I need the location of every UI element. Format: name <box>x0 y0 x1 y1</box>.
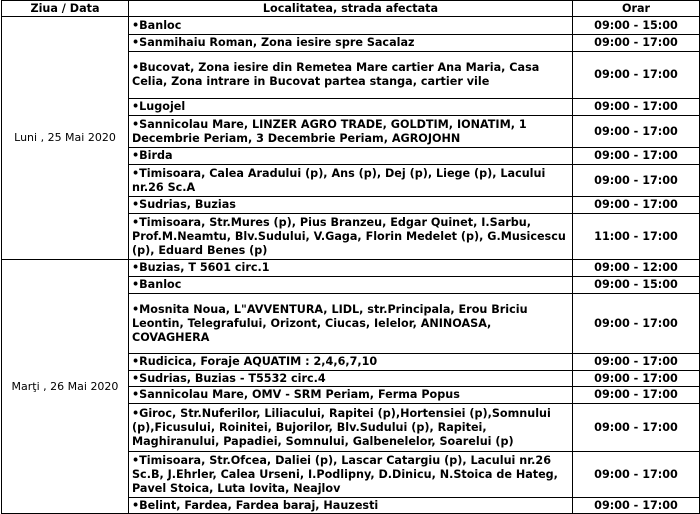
time-cell: 09:00 - 17:00 <box>573 165 700 197</box>
time-cell: 09:00 - 15:00 <box>573 277 700 294</box>
location-cell: •Belint, Fardea, Fardea baraj, Hauzesti <box>129 498 573 514</box>
location-cell: •Banloc <box>129 17 573 35</box>
day-cell: Marţi , 26 Mai 2020 <box>2 260 129 514</box>
location-cell: •Sudrias, Buzias - T5532 circ.4 <box>129 371 573 387</box>
time-cell: 09:00 - 17:00 <box>573 52 700 99</box>
outage-schedule-table <box>1 0 700 514</box>
table-row <box>2 260 700 277</box>
header-location: Localitatea, strada afectata <box>129 1 573 17</box>
location-cell: •Bucovat, Zona iesire din Remetea Mare cartier Ana Maria, Casa Celia, Zona intrare in Bucovat partea stanga, cartier vile <box>129 52 573 99</box>
location-cell: •Sanmihaiu Roman, Zona iesire spre Sacalaz <box>129 35 573 52</box>
time-cell: 09:00 - 17:00 <box>573 498 700 514</box>
location-cell: •Rudicica, Foraje AQUATIM : 2,4,6,7,10 <box>129 354 573 371</box>
time-cell: 09:00 - 15:00 <box>573 17 700 35</box>
header-time: Orar <box>573 1 700 17</box>
location-cell: •Mosnita Noua, L"AVVENTURA, LIDL, str.Principala, Erou Briciu Leontin, Telegrafului, Orizont, Ciucas, Ielelor, ANINOASA, COVAGHERA <box>129 294 573 354</box>
location-cell: •Giroc, Str.Nuferilor, Liliacului, Rapitei (p),Hortensiei (p),Somnului (p),Ficusului, Roinitei, Bujorilor, Blv.Sudului (p), Rapitei, Maghiranului, Papadiei, Somnului, Galbenelelor, Soarelui (p) <box>129 404 573 452</box>
time-cell: 09:00 - 17:00 <box>573 354 700 371</box>
time-cell: 09:00 - 17:00 <box>573 148 700 165</box>
time-cell: 09:00 - 17:00 <box>573 404 700 452</box>
time-cell: 09:00 - 17:00 <box>573 294 700 354</box>
header-row <box>2 1 700 17</box>
time-cell: 09:00 - 17:00 <box>573 116 700 148</box>
time-cell: 09:00 - 17:00 <box>573 99 700 116</box>
location-cell: •Timisoara, Str.Mures (p), Pius Branzeu, Edgar Quinet, I.Sarbu, Prof.M.Neamtu, Blv.Sudului, V.Gaga, Florin Medelet (p), G.Musicescu (p), Eduard Benes (p) <box>129 214 573 260</box>
location-cell: •Sannicolau Mare, LINZER AGRO TRADE, GOLDTIM, IONATIM, 1 Decembrie Periam, 3 Decembrie Periam, AGROJOHN <box>129 116 573 148</box>
time-cell: 09:00 - 17:00 <box>573 387 700 404</box>
day-cell: Luni , 25 Mai 2020 <box>2 17 129 260</box>
header-day: Ziua / Data <box>2 1 129 17</box>
location-cell: •Birda <box>129 148 573 165</box>
time-cell: 11:00 - 17:00 <box>573 214 700 260</box>
time-cell: 09:00 - 17:00 <box>573 197 700 214</box>
location-cell: •Timisoara, Calea Aradului (p), Ans (p), Dej (p), Liege (p), Lacului nr.26 Sc.A <box>129 165 573 197</box>
time-cell: 09:00 - 17:00 <box>573 452 700 498</box>
time-cell: 09:00 - 12:00 <box>573 260 700 277</box>
table-row <box>2 17 700 35</box>
location-cell: •Banloc <box>129 277 573 294</box>
location-cell: •Lugojel <box>129 99 573 116</box>
location-cell: •Sannicolau Mare, OMV - SRM Periam, Ferma Popus <box>129 387 573 404</box>
location-cell: •Timisoara, Str.Ofcea, Daliei (p), Lascar Catargiu (p), Lacului nr.26 Sc.B, J.Ehrler, Calea Urseni, I.Podlipny, D.Dinicu, N.Stoica de Hateg, Pavel Stoica, Luta Iovita, Neajlov <box>129 452 573 498</box>
location-cell: •Sudrias, Buzias <box>129 197 573 214</box>
time-cell: 09:00 - 17:00 <box>573 35 700 52</box>
location-cell: •Buzias, T 5601 circ.1 <box>129 260 573 277</box>
time-cell: 09:00 - 17:00 <box>573 371 700 387</box>
